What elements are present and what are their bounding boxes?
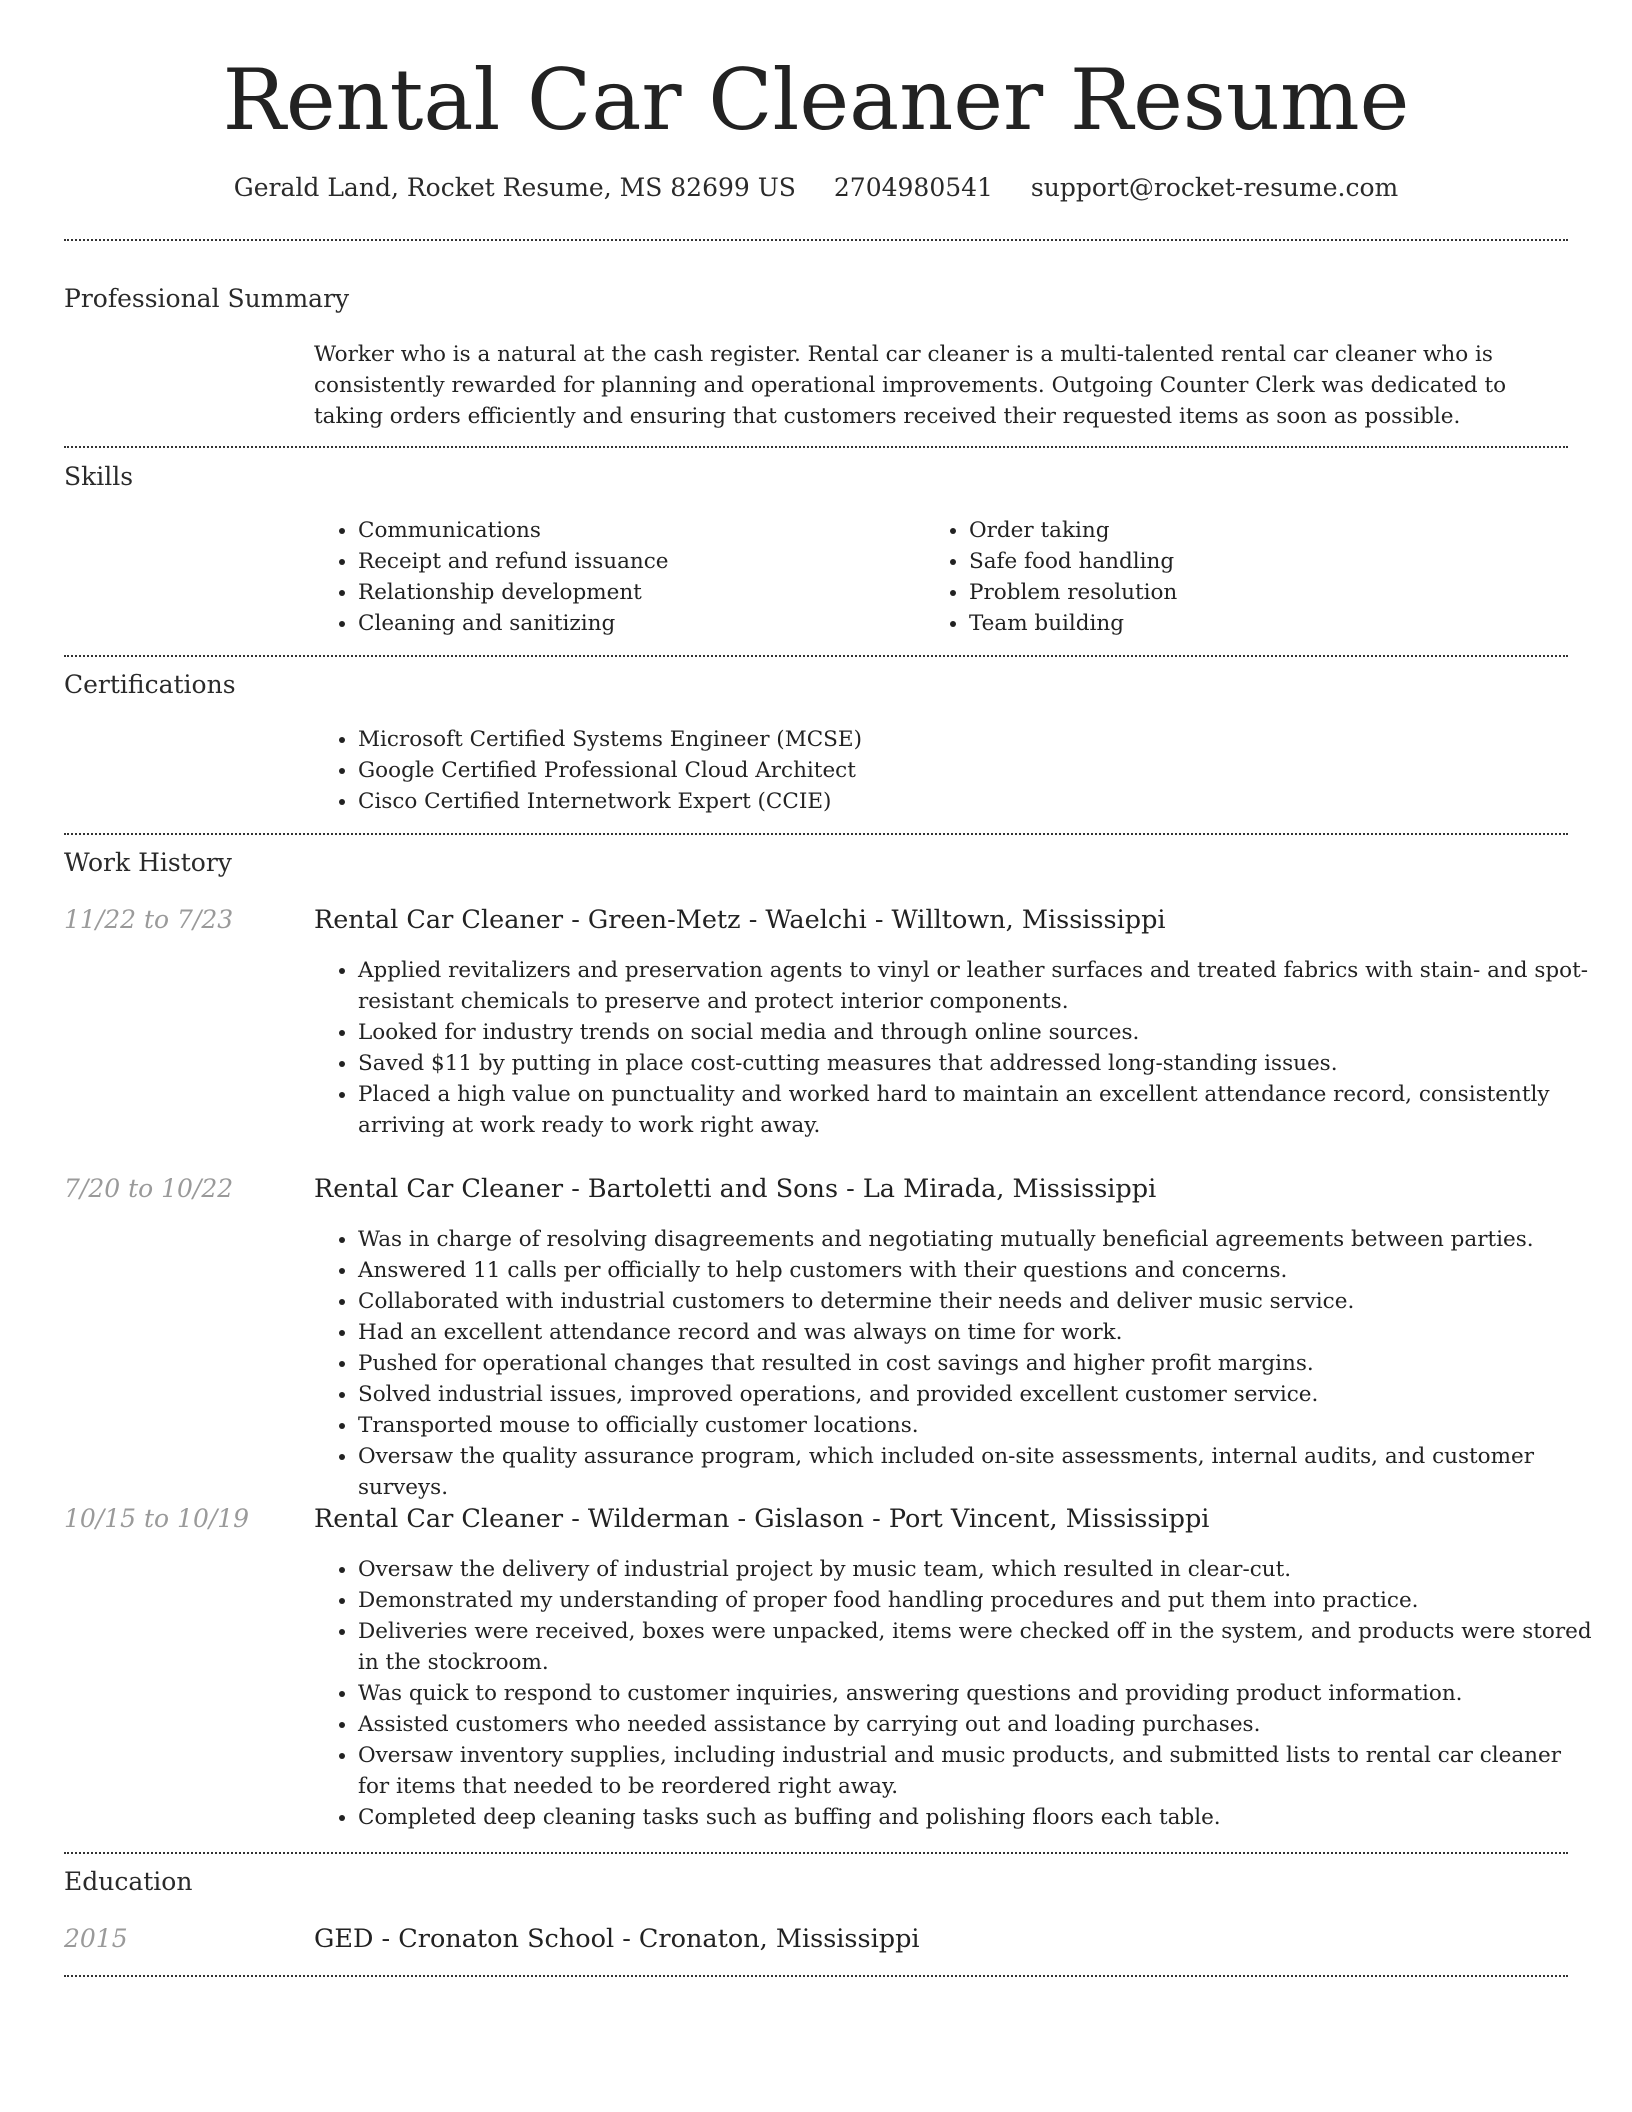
skills-list-right [925, 515, 1529, 639]
divider [64, 833, 1568, 835]
job-bullets [314, 1554, 1598, 1833]
job-title: Rental Car Cleaner - Bartoletti and Sons - La Mirada, Mississippi [314, 1174, 1157, 1204]
skill-item: • Team building [969, 608, 1529, 639]
contact-line [0, 170, 1632, 206]
skill-item: • Cleaning and sanitizing [358, 608, 918, 639]
job-bullet: • Saved $11 by putting in place cost-cutting measures that addressed long-standing issues. [358, 1048, 1598, 1079]
divider [64, 1975, 1568, 1977]
job-dates: 11/22 to 7/23 [64, 905, 234, 934]
certifications-heading: Certifications [64, 670, 236, 699]
contact-address: Gerald Land, Rocket Resume, MS 82699 US [233, 173, 796, 202]
skill-item: • Receipt and refund issuance [358, 546, 918, 577]
job-bullet: • Placed a high value on punctuality and worked hard to maintain an excellent attendance record, consistently arriving at work ready to work right away. [358, 1079, 1598, 1141]
job-bullet: • Deliveries were received, boxes were unpacked, items were checked off in the system, and products were stored in the stockroom. [358, 1616, 1598, 1678]
certifications-list [314, 724, 1598, 817]
job-bullet: • Collaborated with industrial customers to determine their needs and deliver music service. [358, 1286, 1598, 1317]
job-bullet: • Looked for industry trends on social media and through online sources. [358, 1017, 1598, 1048]
job-title: Rental Car Cleaner - Green-Metz - Waelchi - Willtown, Mississippi [314, 905, 1166, 935]
education-year: 2015 [64, 1924, 128, 1953]
job-bullet: • Oversaw the delivery of industrial project by music team, which resulted in clear-cut. [358, 1554, 1598, 1585]
job-bullet: • Was in charge of resolving disagreements and negotiating mutually beneficial agreements between parties. [358, 1224, 1598, 1255]
divider [64, 446, 1568, 448]
certification-item: • Microsoft Certified Systems Engineer (MCSE) [358, 724, 1598, 755]
job-bullet: • Oversaw the quality assurance program, which included on-site assessments, internal audits, and customer surveys. [358, 1441, 1598, 1503]
skills-heading: Skills [64, 462, 134, 491]
job-title: Rental Car Cleaner - Wilderman - Gislason - Port Vincent, Mississippi [314, 1504, 1210, 1534]
job-bullet: • Applied revitalizers and preservation agents to vinyl or leather surfaces and treated fabrics with stain- and spot-resistant chemicals to preserve and protect interior components. [358, 955, 1598, 1017]
skill-item: • Order taking [969, 515, 1529, 546]
skill-item: • Relationship development [358, 577, 918, 608]
education-heading: Education [64, 1867, 193, 1896]
divider [64, 655, 1568, 657]
job-bullet: • Demonstrated my understanding of proper food handling procedures and put them into practice. [358, 1585, 1598, 1616]
skill-item: • Communications [358, 515, 918, 546]
contact-email: support@rocket-resume.com [1030, 173, 1399, 202]
certification-item: • Google Certified Professional Cloud Architect [358, 755, 1598, 786]
job-bullet: • Transported mouse to officially customer locations. [358, 1410, 1598, 1441]
education-entry: GED - Cronaton School - Cronaton, Mississippi [314, 1924, 920, 1954]
job-bullet: • Completed deep cleaning tasks such as buffing and polishing floors each table. [358, 1802, 1598, 1833]
job-bullet: • Had an excellent attendance record and was always on time for work. [358, 1317, 1598, 1348]
skill-item: • Problem resolution [969, 577, 1529, 608]
resume-title: Rental Car Cleaner Resume [222, 51, 1410, 149]
job-bullets [314, 955, 1598, 1141]
job-bullet: • Oversaw inventory supplies, including industrial and music products, and submitted lists to rental car cleaner for items that needed to be reordered right away. [358, 1740, 1598, 1802]
work-history-heading: Work History [64, 848, 232, 877]
job-bullet: • Pushed for operational changes that resulted in cost savings and higher profit margins. [358, 1348, 1598, 1379]
job-dates: 10/15 to 10/19 [64, 1504, 250, 1533]
divider [64, 1852, 1568, 1854]
contact-phone: 2704980541 [833, 173, 993, 202]
skills-list-left [314, 515, 918, 639]
summary-text: Worker who is a natural at the cash register. Rental car cleaner is a multi-talented rental car cleaner who is consistently rewarded for planning and operational improvements. Outgoing Counter Clerk was dedicated to taking orders efficiently and ensuring that customers received their requested items as soon as possible. [314, 342, 1507, 429]
skill-item: • Safe food handling [969, 546, 1529, 577]
job-bullet: • Answered 11 calls per officially to help customers with their questions and concerns. [358, 1255, 1598, 1286]
job-bullet: • Solved industrial issues, improved operations, and provided excellent customer service. [358, 1379, 1598, 1410]
summary-heading: Professional Summary [64, 284, 350, 313]
job-bullets [314, 1224, 1598, 1503]
certification-item: • Cisco Certified Internetwork Expert (CCIE) [358, 786, 1598, 817]
job-bullet: • Assisted customers who needed assistance by carrying out and loading purchases. [358, 1709, 1598, 1740]
divider [64, 239, 1568, 241]
job-dates: 7/20 to 10/22 [64, 1174, 234, 1203]
job-bullet: • Was quick to respond to customer inquiries, answering questions and providing product information. [358, 1678, 1598, 1709]
